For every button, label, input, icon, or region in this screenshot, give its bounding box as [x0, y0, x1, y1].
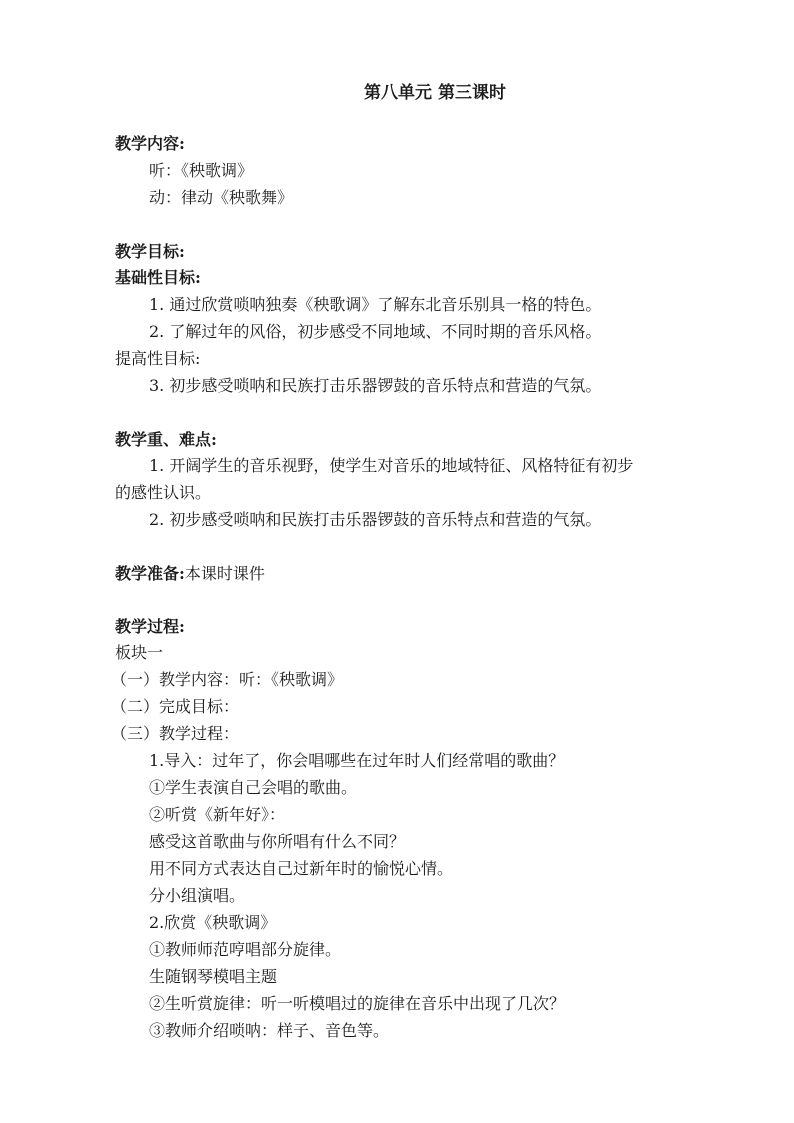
key-point-item: 2. 初步感受唢呐和民族打击乐器锣鼓的音乐特点和营造的气氛。: [149, 510, 602, 529]
objective-item: 2. 了解过年的风俗，初步感受不同地域、不同时期的音乐风格。: [149, 322, 602, 341]
process-heading: 教学过程:: [115, 617, 185, 636]
process-step: ③教师介绍唢呐：样子、音色等。: [149, 1021, 390, 1040]
process-section: （二）完成目标：: [111, 697, 240, 716]
process-section: （三）教学过程：: [111, 724, 240, 743]
advanced-objectives-heading: 提高性目标:: [115, 349, 201, 368]
process-step: 感受这首歌曲与你所唱有什么不同？: [149, 832, 406, 851]
content-line: 听：《秧歌调》: [149, 161, 254, 180]
page-title: 第八单元 第三课时: [364, 83, 506, 103]
key-points-heading: 教学重、难点:: [115, 430, 217, 449]
process-step: 2.欣赏《秧歌调》: [149, 913, 277, 932]
process-step: 1.导入：过年了，你会唱哪些在过年时人们经常唱的歌曲？: [149, 751, 565, 770]
process-step: ①教师师范哼唱部分旋律。: [149, 940, 342, 959]
process-step: 生随钢琴模唱主题: [149, 967, 278, 986]
content-line: 动：律动《秧歌舞》: [149, 188, 294, 207]
preparation-text: 本课时课件: [184, 564, 265, 583]
preparation-heading: 教学准备:: [115, 564, 185, 583]
content-heading: 教学内容:: [115, 134, 185, 153]
preparation-line: [115, 564, 265, 584]
process-block: 板块一: [115, 643, 164, 662]
key-point-item-continued: 的感性认识。: [115, 483, 212, 502]
process-step: 用不同方式表达自己过新年时的愉悦心情。: [149, 859, 454, 878]
process-step: 分小组演唱。: [149, 886, 246, 905]
process-step: ②生听赏旋律：听一听模唱过的旋律在音乐中出现了几次？: [149, 994, 566, 1013]
process-step: ②听赏《新年好》：: [149, 805, 286, 824]
objective-item: 3. 初步感受唢呐和民族打击乐器锣鼓的音乐特点和营造的气氛。: [149, 376, 602, 395]
process-step: ①学生表演自己会唱的歌曲。: [149, 778, 358, 797]
objectives-heading: 教学目标:: [115, 242, 185, 261]
objective-item: 1. 通过欣赏唢呐独奏《秧歌调》了解东北音乐别具一格的特色。: [149, 295, 602, 314]
basic-objectives-heading: 基础性目标:: [115, 268, 201, 287]
key-point-item: 1. 开阔学生的音乐视野，使学生对音乐的地域特征、风格特征有初步: [149, 456, 634, 475]
process-section: （一）教学内容：听：《秧歌调》: [111, 670, 344, 689]
